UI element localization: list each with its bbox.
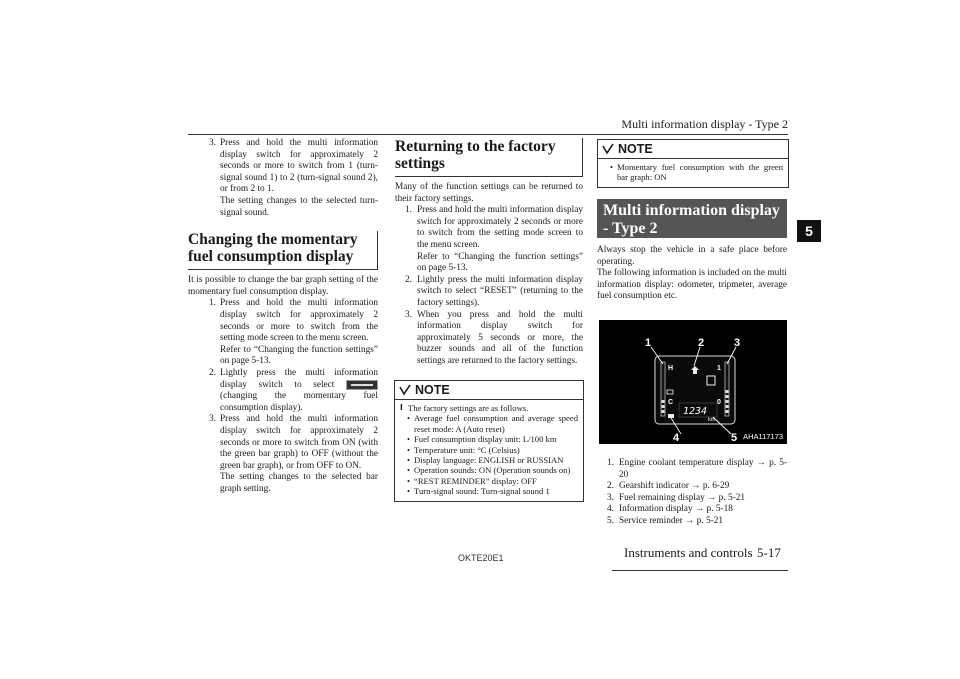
fuel-full-label: 1 [717, 365, 721, 372]
note-header [395, 381, 583, 400]
note-title: NOTE [618, 142, 653, 156]
callout-2: 2 [698, 337, 705, 349]
footer-section-title: Instruments and controls [624, 545, 753, 560]
item-number: 3. [607, 492, 614, 503]
section-intro: It is possible to change the bar graph setting of the momentary fuel consumption display. [188, 275, 378, 297]
list-item: • Turn-signal sound: Turn-signal sound 1 [400, 486, 578, 496]
item-number: 5. [607, 515, 614, 526]
right-intro [597, 245, 787, 303]
item-number: 2. [607, 481, 614, 492]
list-item [188, 368, 378, 415]
step-text: Press and hold the multi information display switch for approximately 2 seconds or more to switch from the setting mode screen to the menu screen. [220, 298, 378, 344]
list-item: • Fuel consumption display unit: L/100 km [400, 434, 578, 444]
step-text: (changing the momentary fuel consumption display). [220, 391, 378, 413]
section-banner: Multi information display - Type 2 [597, 199, 787, 238]
note-body [598, 159, 788, 187]
momentary-fuel-icon [346, 380, 378, 390]
list-item [188, 298, 378, 368]
list-item [395, 310, 583, 368]
step-subtext: The setting changes to the selected turn-signal sound. [220, 195, 378, 218]
paragraph: Always stop the vehicle in a safe place before operating. [597, 245, 787, 267]
list-item [597, 458, 787, 481]
temp-high-label: H [668, 365, 674, 372]
step-text: Lightly press the multi information display switch to select [220, 367, 378, 390]
display-items-list [597, 458, 787, 528]
item-text: Service reminder → p. 5-21 [619, 515, 724, 526]
note-title: NOTE [415, 383, 450, 397]
middle-column [395, 138, 583, 368]
note-icon [602, 143, 614, 155]
step-subtext: Refer to “Changing the function settings” on page 5-13. [220, 344, 378, 367]
display-figure [599, 320, 787, 444]
left-column [188, 138, 378, 496]
item-number: 1. [607, 458, 614, 468]
note-icon [399, 384, 411, 396]
bar-graph-note [597, 139, 789, 188]
callout-3: 3 [734, 337, 741, 349]
callout-5: 5 [731, 432, 738, 444]
list-item: • Operation sounds: ON (Operation sounds on) [400, 465, 578, 475]
temp-low-label: C [668, 399, 674, 406]
factory-settings-note [394, 380, 584, 502]
step-subtext: Refer to “Changing the function settings” on page 5-13. [417, 251, 583, 274]
item-text: Fuel remaining display → p. 5-21 [619, 492, 746, 503]
step-text: Lightly press the multi information display switch to select “RESET” (returning to the factory settings). [417, 274, 583, 308]
odometer-readout: 1234 [683, 406, 708, 417]
item-text: Engine coolant temperature display → p. 5-20 [619, 458, 787, 480]
list-item: • Display language: ENGLISH or RUSSIAN [400, 455, 578, 465]
footer-code: OKTE20E1 [458, 553, 504, 563]
item-text: Gearshift indicator → p. 6-29 [619, 481, 730, 492]
fuel-empty-label: 0 [717, 399, 721, 406]
paragraph: The following information is included on the multi information display: odometer, tripmeter, average fuel consumption etc. [597, 268, 787, 302]
item-number: 4. [607, 504, 614, 515]
note-body [395, 400, 583, 501]
page-number: 5-17 [757, 545, 781, 560]
section-heading: Returning to the factory settings [395, 138, 583, 177]
item-text: Information display → p. 5-18 [619, 504, 733, 515]
running-header: Multi information display - Type 2 [621, 117, 788, 131]
list-item: • Average fuel consumption and average speed reset mode: A (Auto reset) [400, 413, 578, 434]
step-number: 1. [405, 205, 412, 216]
section-intro: Many of the function settings can be returned to their factory settings. [395, 182, 583, 204]
step-text: Press and hold the multi information display switch for approximately 2 seconds or more to switch from ON (with the green bar graph) to OFF (without the green bar graph), or from OFF to ON. [220, 414, 378, 471]
step-number: 1. [209, 298, 216, 309]
list-item [597, 516, 787, 528]
step-text: Press and hold the multi information display switch for approximately 2 seconds or more to switch from 1 (turn-signal sound 1) to 2 (turn-signal sound 2), or from 2 to 1. [220, 138, 378, 195]
step-number: 2. [405, 274, 412, 285]
section-heading: Changing the momentary fuel consumption display [188, 231, 378, 270]
step-subtext: The setting changes to the selected bar graph setting. [220, 472, 378, 494]
callout-1: 1 [645, 337, 652, 349]
list-item [188, 414, 378, 495]
list-item [395, 275, 583, 310]
step-number: 3. [405, 309, 412, 320]
header-rule [188, 134, 788, 135]
odometer-unit: km [708, 417, 716, 423]
note-header [598, 140, 788, 159]
list-item [597, 493, 787, 505]
list-item: • Temperature unit: °C (Celsius) [400, 445, 578, 455]
instrument-display-illustration [599, 320, 787, 444]
step-number: 2. [209, 367, 216, 378]
step-number: 3. [209, 414, 216, 425]
list-item [395, 205, 583, 275]
list-item [188, 138, 378, 219]
list-item: • “REST REMINDER” display: OFF [400, 476, 578, 486]
list-item [597, 481, 787, 493]
list-item: • Momentary fuel consumption with the green bar graph: ON [603, 162, 783, 183]
footer-rule [612, 570, 788, 571]
figure-code: AHA117173 [743, 432, 783, 441]
step-text: When you press and hold the multi information display switch for approximately 5 seconds or more, the buzzer sounds and all of the function settings are returned to the factory settings. [417, 309, 583, 366]
step-text: Press and hold the multi information display switch for approximately 2 seconds or more to switch from the setting mode screen to the menu screen. [417, 205, 583, 250]
list-item [597, 504, 787, 516]
note-lead: l The factory settings are as follows. [400, 403, 578, 413]
step-number: 3. [209, 138, 216, 148]
chapter-tab: 5 [797, 220, 821, 242]
callout-4: 4 [673, 432, 680, 444]
